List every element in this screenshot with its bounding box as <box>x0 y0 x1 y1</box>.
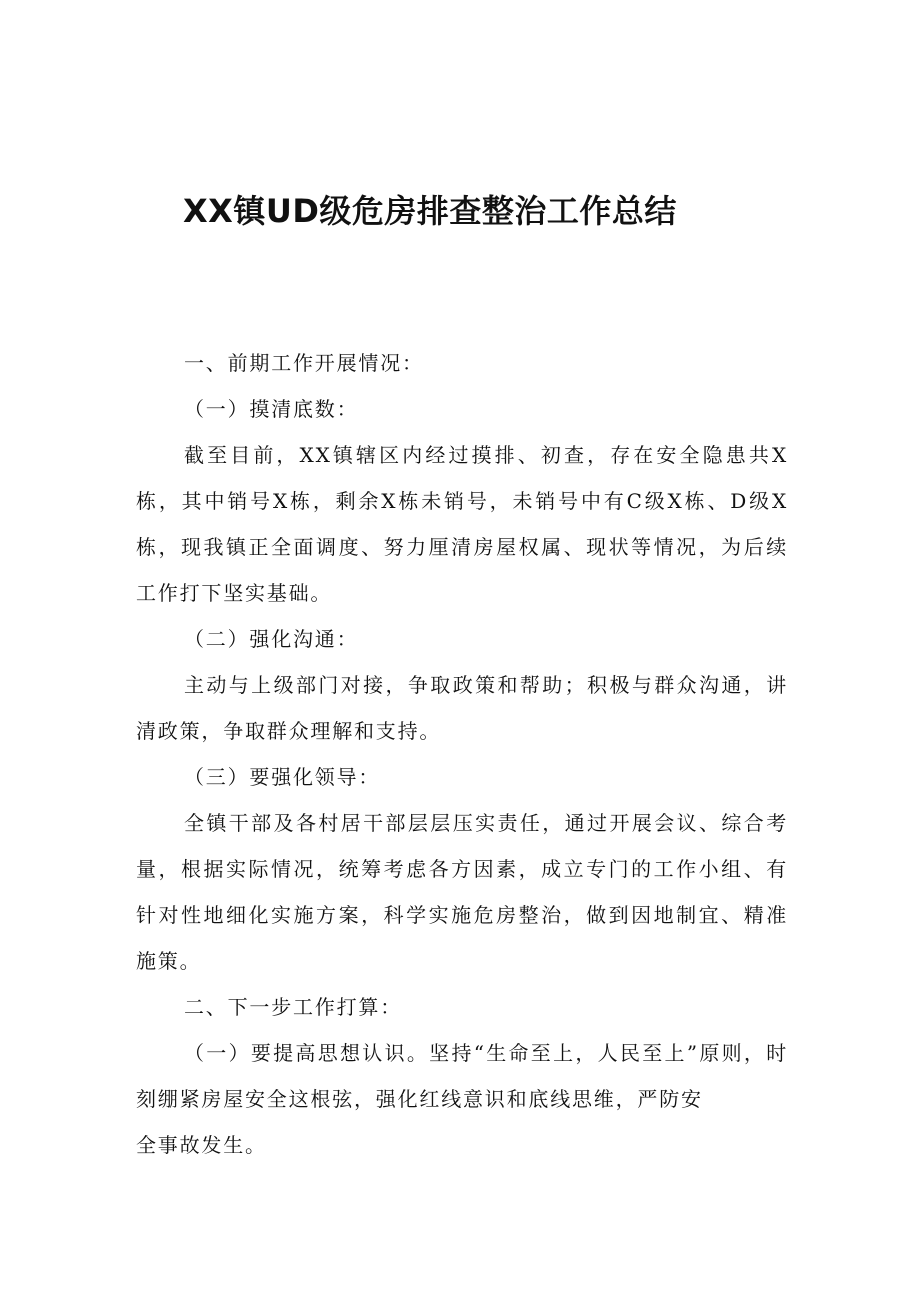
section-1-item-2-heading: （二）强化沟通： <box>184 627 359 651</box>
section-1-item-1-heading: （一）摸清底数： <box>184 397 359 421</box>
document-title: XX镇UD级危房排查整治工作总结 <box>183 192 677 230</box>
section-1-item-3-heading: （三）要强化领导： <box>184 765 381 789</box>
section-1-item-2-text: 主动与上级部门对接，争取政策和帮助；积极与群众沟通，讲清政策，争取群众理解和支持。 <box>136 673 788 743</box>
section-1-item-1-text: 截至目前，XX镇辖区内经过摸排、初查，存在安全隐患共X栋，其中销号X栋，剩余X栋未销号，未销号中有C级X栋、D级X栋，现我镇正全面调度、努力厘清房屋权属、现状等情况，为后续工作打下坚实基础。 <box>136 443 788 605</box>
section-2-item-1-tail: 全事故发生。 <box>136 1133 267 1157</box>
section-2-heading: 二、下一步工作打算： <box>184 995 402 1019</box>
document-body <box>136 340 788 1168</box>
section-1-heading: 一、前期工作开展情况： <box>184 351 424 375</box>
section-1-item-3-text: 全镇干部及各村居干部层层压实责任，通过开展会议、综合考量，根据实际情况，统筹考虑各方因素，成立专门的工作小组、有针对性地细化实施方案，科学实施危房整治，做到因地制宜、精准施策。 <box>136 811 788 973</box>
section-2-item-1-text: （一）要提高思想认识。坚持“生命至上，人民至上”原则，时刻绷紧房屋安全这根弦，强化红线意识和底线思维，严防安 <box>136 1041 788 1111</box>
